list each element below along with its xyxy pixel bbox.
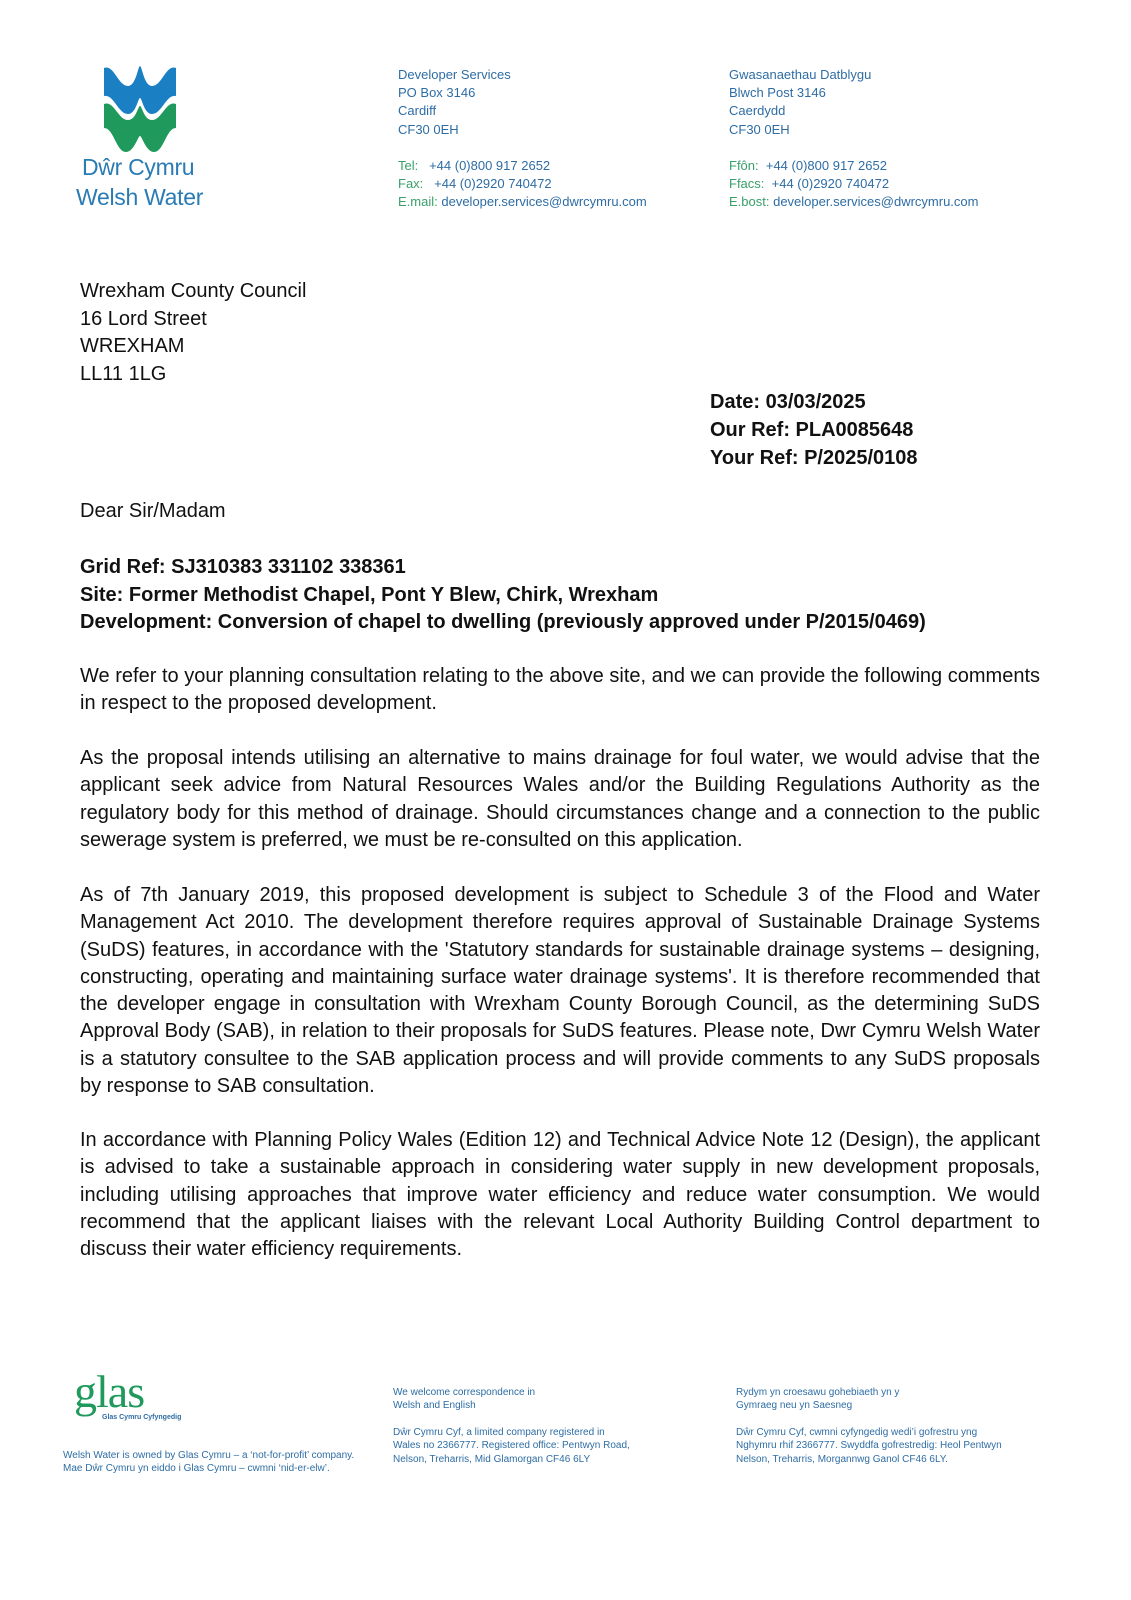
phone-number: +44 (0)800 917 2652 [765, 157, 887, 173]
grid-ref: Grid Ref: SJ310383 331102 338361 [80, 556, 406, 578]
phone-line [729, 157, 978, 175]
contact-block-english [398, 66, 647, 211]
phone-number: +44 (0)800 917 2652 [429, 157, 551, 173]
logo-text-english: Welsh Water [76, 184, 204, 210]
footer-line: Nelson, Treharris, Morgannwg Ganol CF46 6LY. [736, 1453, 948, 1465]
footer-line: Mae Dŵr Cymru yn eiddo i Glas Cymru – cwmni ‘nid-er-elw’. [63, 1463, 330, 1475]
address-line: Caerdydd [729, 103, 786, 119]
address-line: CF30 0EH [729, 121, 790, 137]
address-line: Cardiff [398, 103, 437, 119]
footer-line: Welsh and English [393, 1400, 476, 1412]
paragraph-water-efficiency: In accordance with Planning Policy Wales (Edition 12) and Technical Advice Note 12 (Design), the applicant is advised to take a sustainable approach in considering water supply in new development proposals, including utilising approaches that improve water efficiency and reduce water consumption. We would recommend that the applicant liaises with the relevant Local Authority Building Control department to discuss their water efficiency requirements. [80, 1129, 1040, 1261]
letter-date: Date: 03/03/2025 [710, 391, 866, 413]
phone-line [398, 157, 647, 175]
footer-line: Gymraeg neu yn Saesneg [736, 1400, 853, 1412]
footer-welsh [736, 1386, 1002, 1466]
fax-line [729, 175, 978, 193]
phone-label: Ffôn: [729, 157, 759, 173]
address-line: PO Box 3146 [398, 85, 476, 101]
reference-block [710, 388, 918, 472]
footer-line: Wales no 2366777. Registered office: Pentwyn Road, [393, 1440, 630, 1452]
email-link[interactable]: developer.services@dwrcymru.com [441, 194, 647, 210]
address-line: Blwch Post 3146 [729, 85, 826, 101]
development: Development: Conversion of chapel to dwelling (previously approved under P/2015/0469) [80, 611, 926, 633]
glas-wordmark: glas [74, 1366, 145, 1417]
recipient-address [80, 278, 306, 388]
contact-block-welsh [729, 66, 978, 211]
email-label: E.mail: [398, 194, 438, 210]
site: Site: Former Methodist Chapel, Pont Y Blew, Chirk, Wrexham [80, 583, 659, 606]
address-line: CF30 0EH [398, 121, 459, 137]
address-line: Gwasanaethau Datblygu [729, 67, 872, 82]
paragraph-suds: As of 7th January 2019, this proposed development is subject to Schedule 3 of the Flood and Water Management Act 2010. The development therefore requires approval of Sustainable Drainage Systems (SuDS) features, in accordance with the 'Statutory standards for sustainable drainage systems – designing, constructing, operating and maintaining surface water drainage systems'. It is therefore recommended that the developer engage in consultation with Wrexham County Borough Council, as the determining SuDS Approval Body (SAB), in relation to their proposals for SuDS features. Please note, Dwr Cymru Welsh Water is a statutory consultee to the SAB application process and will provide comments to any SuDS proposals by response to SAB consultation. [80, 884, 1040, 1098]
logo-text-welsh: Dŵr Cymru [82, 154, 195, 180]
recipient-line: LL11 1LG [80, 362, 167, 385]
paragraph-intro: We refer to your planning consultation relating to the above site, and we can provide the following comments in respect to the proposed development. [80, 665, 1040, 715]
wave-logo-icon [104, 66, 176, 152]
footer-ownership [63, 1449, 354, 1476]
subject-block [80, 554, 926, 637]
footer-line: Rydym yn croesawu gohebiaeth yn y [736, 1387, 900, 1398]
fax-line [398, 175, 647, 193]
fax-label: Fax: [398, 176, 424, 192]
footer-line: Welsh Water is owned by Glas Cymru – a ‘not-for-profit’ company. [63, 1450, 355, 1461]
email-line [729, 193, 978, 211]
email-line [398, 193, 647, 211]
footer-english [393, 1386, 630, 1466]
glas-logo [74, 1366, 182, 1421]
fax-number: +44 (0)2920 740472 [434, 176, 552, 192]
our-ref: Our Ref: PLA0085648 [710, 419, 914, 441]
footer-line: Nghymru rhif 2366777. Swyddfa gofrestredig: Heol Pentwyn [736, 1440, 1002, 1452]
fax-label: Ffacs: [729, 176, 765, 192]
fax-number: +44 (0)2920 740472 [771, 176, 890, 192]
salutation: Dear Sir/Madam [80, 500, 226, 522]
recipient-line: WREXHAM [80, 335, 185, 357]
address-line: Developer Services [398, 67, 511, 82]
recipient-line: Wrexham County Council [80, 280, 307, 302]
glas-subtitle: Glas Cymru Cyfyngedig [102, 1414, 182, 1421]
footer-line: Nelson, Treharris, Mid Glamorgan CF46 6LY [393, 1453, 591, 1465]
email-link[interactable]: developer.services@dwrcymru.com [773, 194, 979, 210]
your-ref: Your Ref: P/2025/0108 [710, 447, 918, 469]
email-label: E.bost: [729, 194, 770, 210]
recipient-line: 16 Lord Street [80, 307, 207, 330]
paragraph-foul-drainage: As the proposal intends utilising an alternative to mains drainage for foul water, we would advise that the applicant seek advice from Natural Resources Wales and/or the Building Regulations Authority as the regulatory body for this method of drainage. Should circumstances change and a connection to the public sewerage system is preferred, we must be re-consulted on this application. [80, 747, 1040, 851]
welsh-water-logo [76, 66, 216, 212]
footer-line: We welcome correspondence in [393, 1387, 536, 1398]
footer-line: Dŵr Cymru Cyf, cwmni cyfyngedig wedi’i gofrestru yng [736, 1426, 978, 1438]
footer-line: Dŵr Cymru Cyf, a limited company registered in [393, 1426, 605, 1438]
phone-label: Tel: [398, 157, 419, 173]
